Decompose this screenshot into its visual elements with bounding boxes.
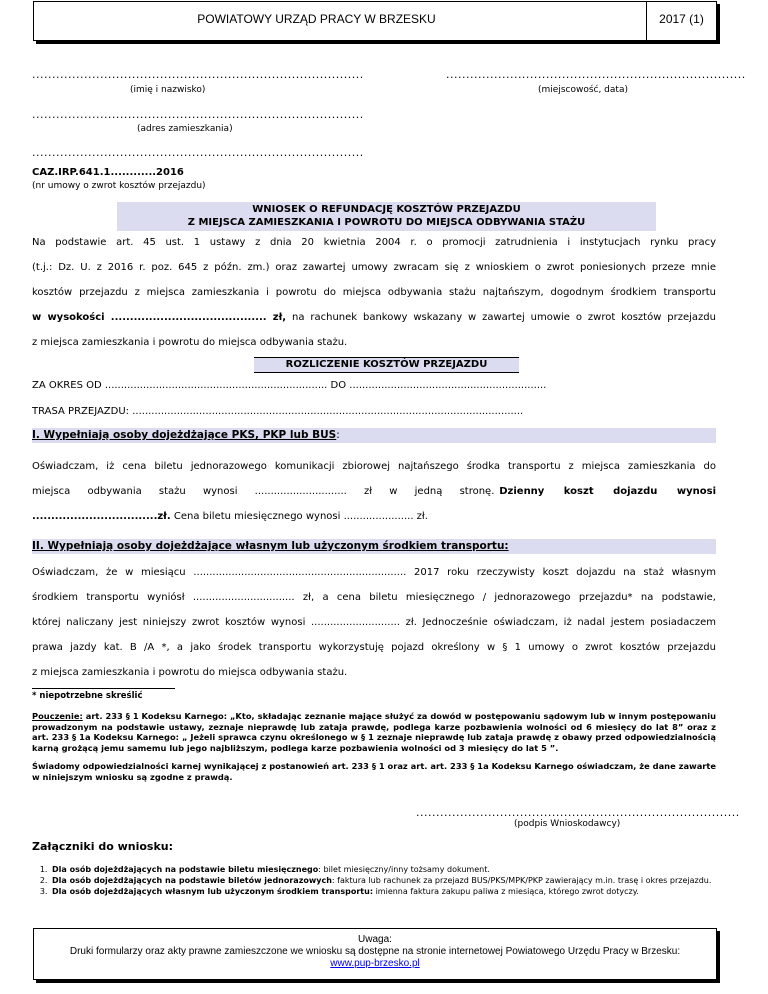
section1-heading <box>32 428 716 443</box>
section2-line1[interactable]: Oświadczam, że w miesiącu ................................................................... 2017 roku rzeczywisty koszt dojazdu na staż własnym <box>32 567 716 578</box>
intro-line5: z miejsca zamieszkania i powrotu do miejsca odbywania stażu. <box>32 337 348 348</box>
attachment-item <box>50 875 716 886</box>
section2-heading: II. Wypełniają osoby dojeżdżające własnym lub użyczonym środkiem transportu: <box>32 539 716 554</box>
section1-colon: : <box>336 429 340 441</box>
form-title-line2: Z MIEJSCA ZAMIESZKANIA I POWROTU DO MIEJSCA ODBYWANIA STAŻU <box>187 217 586 228</box>
awareness-statement: Świadomy odpowiedzialności karnej wynikającej z postanowień art. 233 § 1 oraz art. art. 233 § 1a Kodeksu Karnego oświadczam, że dane zawarte w niniejszym wniosku są zgodne z prawdą. <box>32 761 716 782</box>
place-date-caption: (miejscowość, data) <box>538 85 628 95</box>
place-date-field[interactable]: ........................................................................... <box>446 68 746 81</box>
settlement-heading: ROZLICZENIE KOSZTÓW PRZEJAZDU <box>254 357 519 373</box>
attachments-heading: Załączniki do wniosku: <box>32 840 174 853</box>
footnote: * niepotrzebne skreślić <box>32 691 143 701</box>
attachment-item <box>50 886 716 897</box>
intro-line1: Na podstawie art. 45 ust. 1 ustawy z dnia 20 kwietnia 2004 r. o promocji zatrudnienia i instytucjach rynku pracy <box>32 237 716 248</box>
route-field[interactable]: TRASA PRZEJAZDU: ........................................................................................................................... <box>32 406 524 417</box>
website-link[interactable]: www.pup-brzesko.pl <box>330 958 420 969</box>
section2-line4: prawa jazdy kat. B /A *, a jako środek transportu wykorzystuję pojazd określony w § 1 umowy o zwrot kosztów przejazdu <box>32 642 716 653</box>
section1-line3 <box>32 511 428 522</box>
intro-line2: (t.j.: Dz. U. z 2016 r. poz. 645 z późn. zm.) oraz zawartej umowy zwracam się z wnioskiem o zwrot poniesionych przeze mnie <box>32 262 716 273</box>
agreement-caption: (nr umowy o zwrot kosztów przejazdu) <box>32 181 206 191</box>
form-title-line1: WNIOSEK O REFUNDACJĘ KOSZTÓW PRZEJAZDU <box>252 204 521 215</box>
address-field-2[interactable]: ................................................................................... <box>32 146 364 159</box>
notice-label: Pouczenie: <box>32 711 83 721</box>
section2-line5: z miejsca zamieszkania i powrotu do miejsca odbywania stażu. <box>32 667 348 678</box>
period-field[interactable]: ZA OKRES OD ...................................................................... DO .............................................................. <box>32 380 547 391</box>
name-caption: (imię i nazwisko) <box>130 85 206 95</box>
section2-line2[interactable]: środkiem transportu wyniósł ................................ zł, a cena biletu miesięcznego / jednorazowego przejazdu* na podstawie, <box>32 592 716 603</box>
single-ticket-price[interactable]: miejsca odbywania stażu wynosi ............................. zł w jedną stronę. <box>32 486 495 497</box>
address-caption: (adres zamieszkania) <box>137 124 233 134</box>
form-code: 2017 (1) <box>659 12 704 26</box>
office-name: POWIATOWY URZĄD PRACY W BRZESKU <box>197 12 436 26</box>
section1-line2 <box>32 486 716 497</box>
agreement-number[interactable]: CAZ.IRP.641.1............2016 <box>32 167 184 178</box>
monthly-ticket-price[interactable]: Cena biletu miesięcznego wynosi ...................... zł. <box>170 511 428 522</box>
legal-notice <box>32 711 716 753</box>
notice-text: art. 233 § 1 Kodeksu Karnego: „Kto, składając zeznanie mające służyć za dowód w postępowaniu sądowym lub w innym postępowaniu prowadzonym na podstawie ustawy, zeznaje nieprawdę lub zataja prawdę, podlega karze pozbawienia wolności od 6 miesięcy do lat 8” oraz z art. 233 § 1a Kodeksu Karnego: „ Jeżeli sprawca czynu określonego w § 1 zeznaje nieprawdę lub zataja prawdę z obawy przed odpowiedzialnością karną grożącą jemu samemu lub jego najbliższym, podlega karze pozbawienia wolności od 3 miesięcy do lat 5 ”. <box>32 711 716 753</box>
attachment-1-title: Dla osób dojeżdżających na podstawie biletu miesięcznego <box>52 865 319 874</box>
attachment-3-title: Dla osób dojeżdżających własnym lub użyczonym środkiem transportu: <box>52 887 374 896</box>
daily-cost-label: Dzienny koszt dojazdu wynosi <box>499 486 716 497</box>
form-title <box>117 202 656 231</box>
signature-field[interactable]: ................................................................................. <box>416 806 740 819</box>
section2-line3[interactable]: której naliczany jest niniejszy zwrot kosztów wynosi ............................ zł. Jednocześnie oświadczam, iż nadal jestem posiadaczem <box>32 617 716 628</box>
intro-line4-rest: na rachunek bankowy wskazany w zawartej umowie o zwrot kosztów przejazdu <box>286 312 716 323</box>
attachment-3-text: imienna faktura zakupu paliwa z miesiąca, którego zwrot dotyczy. <box>373 887 639 896</box>
attachment-1-text: : bilet miesięczny/inny tożsamy dokument. <box>318 865 490 874</box>
name-field[interactable]: ................................................................................... <box>32 68 364 81</box>
signature-caption: (podpis Wnioskodawcy) <box>514 819 621 829</box>
footer-box <box>33 928 717 980</box>
address-field[interactable]: ................................................................................... <box>32 108 364 121</box>
daily-cost-field[interactable]: .................................zł. <box>32 511 171 522</box>
attachment-2-title: Dla osób dojeżdżających na podstawie biletów jednorazowych <box>52 876 332 885</box>
attachments-list <box>30 864 716 897</box>
header-box <box>33 1 717 41</box>
footer-text: Druki formularzy oraz akty prawne zamieszczone we wniosku są dostępne na stronie internetowej Powiatowego Urzędu Pracy w Brzesku: <box>69 946 681 957</box>
section1-heading-text: I. Wypełniają osoby dojeżdżające PKS, PKP lub BUS <box>32 429 337 441</box>
amount-field[interactable]: w wysokości ......................................... zł, <box>32 312 287 323</box>
attachment-2-text: : faktura lub rachunek za przejazd BUS/PKS/MPK/PKP zawierający m.in. trasę i okres przejazdu. <box>331 876 712 885</box>
intro-line3: kosztów przejazdu z miejsca zamieszkania i powrotu do miejsca odbywania stażu najtańszym, dogodnym środkiem transportu <box>32 287 716 298</box>
attachment-item <box>50 864 716 875</box>
footer-heading: Uwaga: <box>358 934 392 945</box>
footnote-rule <box>32 688 175 689</box>
intro-line4 <box>32 312 716 323</box>
section1-line1: Oświadczam, iż cena biletu jednorazowego komunikacji zbiorowej najtańszego środka transportu z miejsca zamieszkania do <box>32 461 716 472</box>
